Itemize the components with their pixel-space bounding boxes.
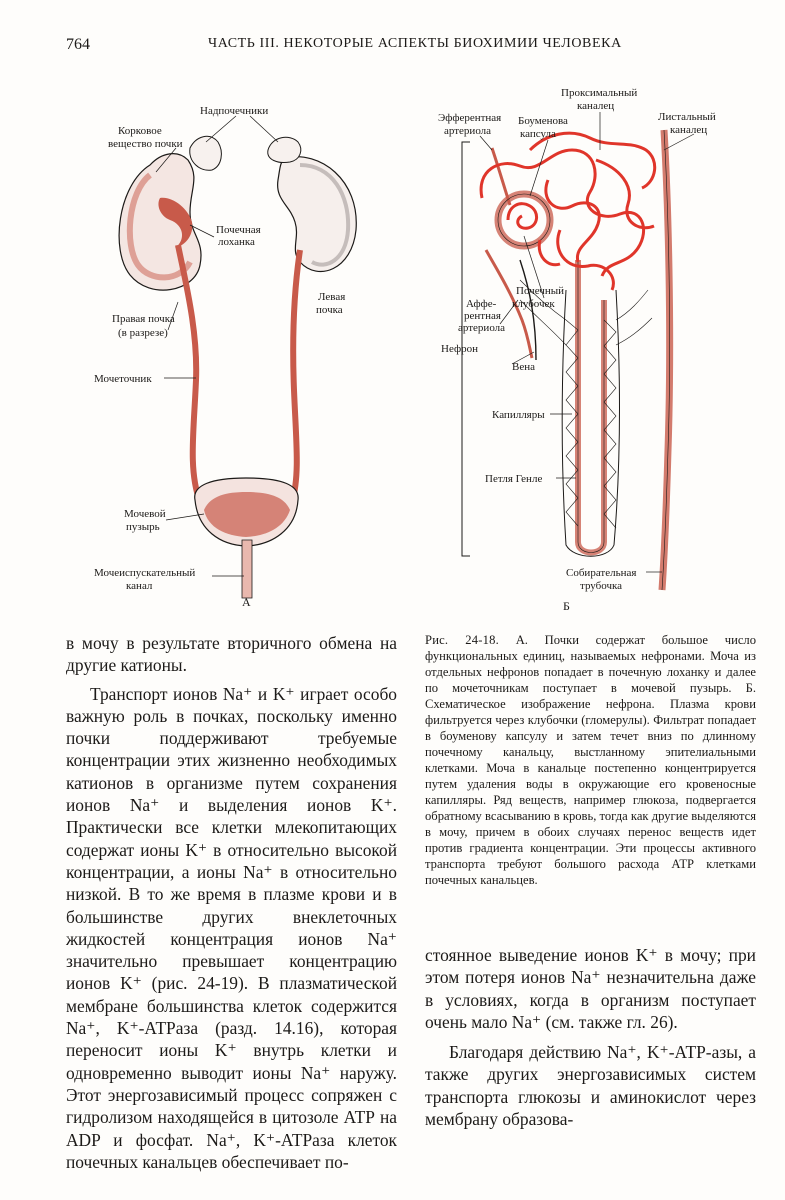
urethra — [242, 540, 252, 598]
label-right-kidney-1: Правая почка — [112, 313, 175, 325]
right-adrenal — [190, 136, 222, 170]
label-ureter: Мочеточник — [94, 373, 152, 385]
panel-b-nephron — [438, 87, 716, 613]
label-urethra-2: канал — [126, 580, 153, 592]
page-number: 764 — [66, 36, 90, 53]
label-nephron: Нефрон — [441, 343, 478, 355]
label-glomerulus-2: клубочек — [512, 298, 555, 310]
label-cortex-2: вещество почки — [108, 138, 183, 150]
label-glomerulus-1: Почечный — [516, 285, 564, 297]
left-kidney — [278, 157, 357, 272]
label-cortex-1: Корковое — [118, 125, 162, 137]
glomerulus — [508, 204, 537, 229]
label-afferent-2: рентная — [464, 310, 501, 322]
running-head: ЧАСТЬ III. НЕКОТОРЫЕ АСПЕКТЫ БИОХИМИИ ЧЕЛОВЕКА — [208, 36, 622, 51]
label-urethra-1: Мочеиспускательный — [94, 567, 196, 579]
label-afferent-1: Аффе- — [466, 298, 497, 310]
label-efferent-2: артериола — [444, 125, 492, 137]
capillary-network — [562, 290, 619, 556]
label-bladder-2: пузырь — [126, 521, 160, 533]
label-proximal-2: каналец — [577, 100, 615, 112]
label-right-kidney-2: (в разрезе) — [118, 327, 168, 339]
left-adrenal — [268, 137, 301, 162]
label-vein: Вена — [512, 361, 535, 373]
label-efferent-1: Эфферентная — [438, 112, 502, 124]
left-ureter — [292, 250, 300, 502]
label-proximal-1: Проксимальный — [561, 87, 638, 99]
capillary-mesh — [520, 280, 652, 528]
label-adrenals: Надпочечники — [200, 105, 269, 117]
loop-of-henle — [578, 260, 604, 553]
label-pelvis-2: лоханка — [218, 236, 255, 248]
label-left-kidney-2: почка — [316, 304, 343, 316]
label-capillaries: Капилляры — [492, 409, 545, 421]
label-bowman-1: Боуменова — [518, 115, 568, 127]
label-collecting-1: Собирательная — [566, 567, 637, 579]
label-distal-2: каналец — [670, 124, 708, 136]
paragraph: стоянное выведение ионов K⁺ в мочу; при этом потеря ионов Na⁺ незначительна даже в условиях, когда в организм поступает очень мало Na⁺ (см. также гл. 26). — [425, 945, 756, 1032]
panel-b-letter: Б — [563, 599, 570, 613]
figure-caption — [425, 632, 756, 888]
label-pelvis-1: Почечная — [216, 224, 261, 236]
label-afferent-3: артериола — [458, 322, 506, 334]
paragraph: Благодаря действию Na⁺, K⁺-АТР-азы, а также других энергозависимых систем транспорта глюкозы и аминокислот через мембрану образова- — [425, 1042, 756, 1130]
caption-text: А. Почки содержат большое число функциональных единиц, называемых нефронами. Моча из отдельных нефронов попадает в почечную лоханку и далее по мочеточникам поступает в мочевой пузырь. Б. Схематическое изображение нефрона. Плазма крови фильтруется через клубочки (гломерулы). Фильтрат попадает в боуменову капсулу и затем течет вниз по длинному почечному канальцу, выстланному эпителиальными клетками. Моча в канальце постепенно концентрируется путем удаления воды в окружающие его кровеносные капилляры. Ряд веществ, например глюкоза, подвергается обратному всасыванию в кровь, тогда как другие выделяются в мочу, причем в обоих случаях перенос веществ идет против градиента концентрации. Эти процессы активного транспорта требуют большого расхода АТР клетками почечных канальцев. — [425, 633, 756, 887]
caption-label: Рис. 24-18. — [425, 633, 499, 647]
panel-a-urinary-system — [94, 105, 356, 609]
label-henle: Петля Генле — [485, 473, 543, 485]
paragraph: Транспорт ионов Na⁺ и K⁺ играет особо важную роль в почках, поскольку именно почки поддерживают требуемые концентрации этих жизненно необходимых катионов в организме путем сохранения ионов Na⁺ и выделения ионов K⁺. Практически все клетки млекопитающих содержат ионы K⁺ в относительно высокой концентрации, а ионы Na⁺ в относительно низкой. В то же время в плазме крови и в большинстве других внеклеточных жидкостей концентрация ионов Na⁺ значительно превышает концентрацию ионов K⁺ (рис. 24-19). В плазматической мембране большинства клеток содержится Na⁺, K⁺-АТРаза (разд. 14.16), которая переносит ионы K⁺ внутрь клетки и одновременно выводит ионы Na⁺ наружу. Этот энергозависимый процесс сопряжен с гидролизом находящейся в цитозоле АТР на ADP и фосфат. Na⁺, K⁺-АТРаза клеток почечных канальцев обеспечивает по- — [66, 683, 397, 1172]
panel-b-leaders — [480, 112, 694, 572]
label-distal-1: Листальный — [658, 111, 716, 123]
label-left-kidney-1: Левая — [318, 291, 346, 303]
convoluted-tubules — [481, 133, 655, 290]
label-bladder-1: Мочевой — [124, 508, 166, 520]
panel-a-letter: А — [242, 595, 251, 609]
body-column-right — [425, 944, 756, 1130]
label-collecting-2: трубочка — [580, 580, 623, 592]
label-bowman-2: капсула — [520, 128, 556, 140]
paragraph: в мочу в результате вторичного обмена на другие катионы. — [66, 633, 397, 676]
body-column-left — [66, 632, 397, 1173]
